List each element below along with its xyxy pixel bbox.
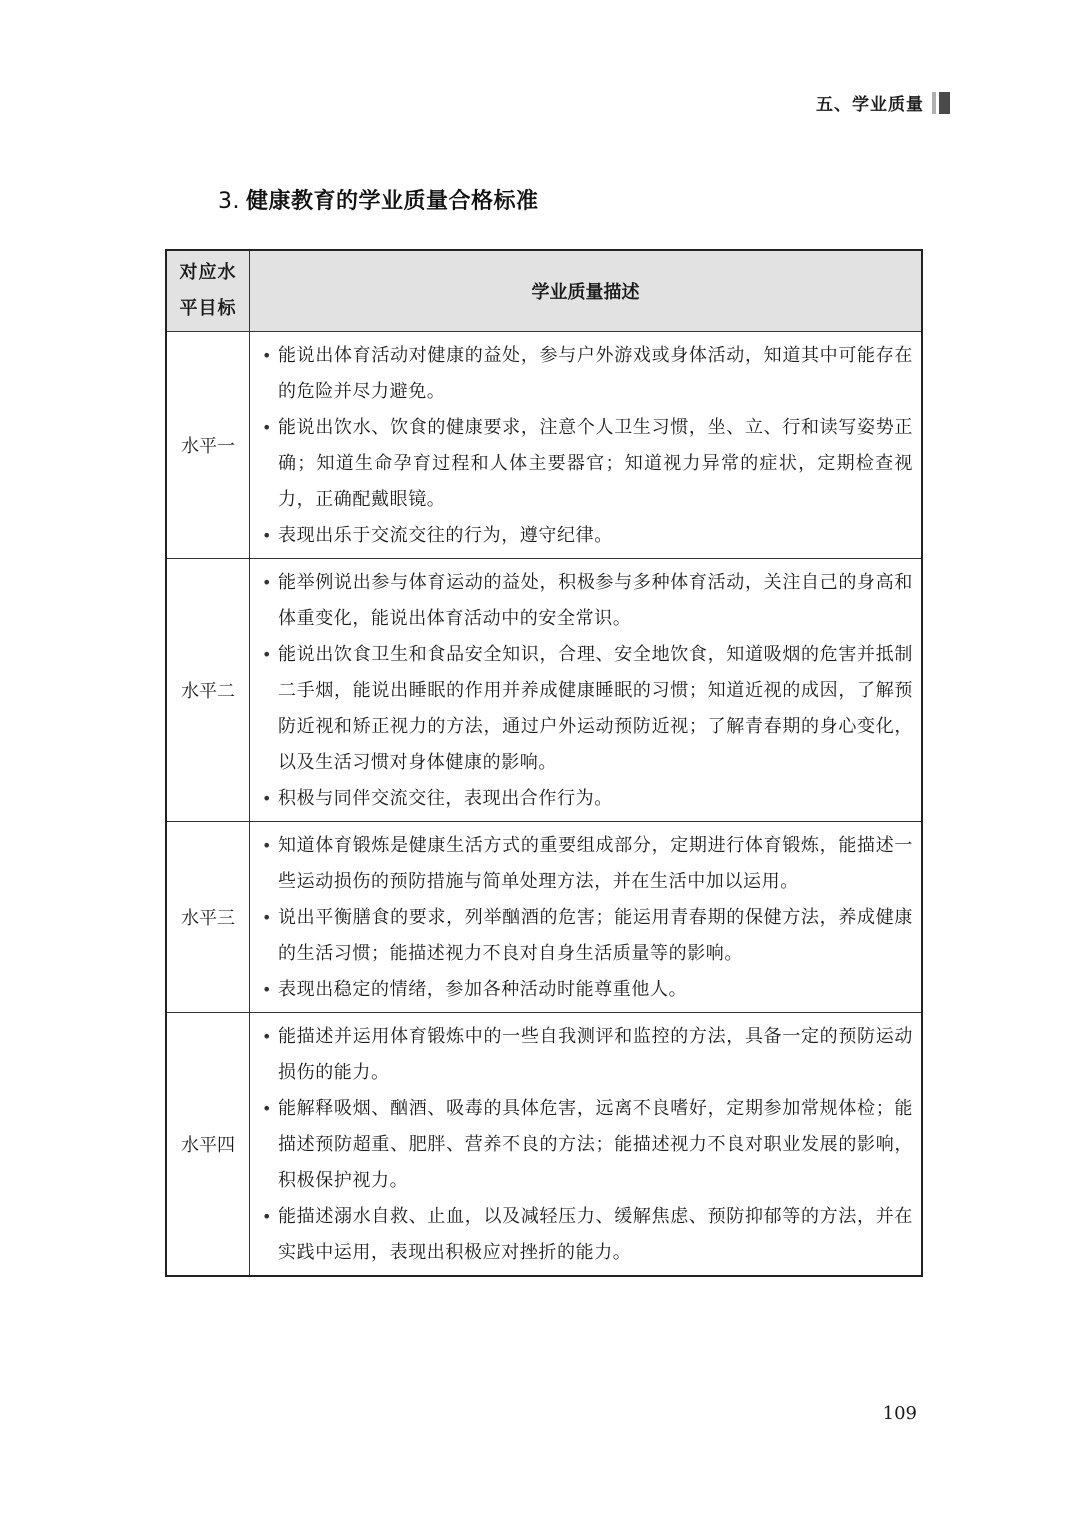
list-item: • 知道体育锻炼是健康生活方式的重要组成部分，定期进行体育锻炼，能描述一些运动损伤的预防措施与简单处理方法，并在生活中加以运用。	[262, 828, 913, 900]
list-item: • 能举例说出参与体育运动的益处，积极参与多种体育活动，关注自己的身高和体重变化，能说出体育活动中的安全常识。	[262, 565, 913, 637]
description-cell	[250, 559, 923, 822]
list-item: • 能描述溺水自救、止血，以及减轻压力、缓解焦虑、预防抑郁等的方法，并在实践中运用，表现出积极应对挫折的能力。	[262, 1199, 913, 1271]
level-cell: 水平四	[166, 1013, 250, 1277]
table-row	[166, 1013, 922, 1277]
bullet-list	[262, 828, 913, 1008]
list-item: • 能说出饮水、饮食的健康要求，注意个人卫生习惯，坐、立、行和读写姿势正确；知道生命孕育过程和人体主要器官；知道视力异常的症状，定期检查视力，正确配戴眼镜。	[262, 410, 913, 518]
level-cell: 水平三	[166, 822, 250, 1013]
page-number: 109	[882, 1403, 917, 1424]
list-item: • 能描述并运用体育锻炼中的一些自我测评和监控的方法，具备一定的预防运动损伤的能力。	[262, 1019, 913, 1091]
quality-standard-table	[165, 249, 923, 1277]
section-title	[218, 184, 539, 215]
column-header-level	[166, 250, 250, 332]
section-number: 3.	[218, 189, 240, 214]
column-header-description: 学业质量描述	[250, 250, 923, 332]
description-cell	[250, 332, 923, 559]
list-item: • 表现出乐于交流交往的行为，遵守纪律。	[262, 518, 913, 554]
column-header-level-line2: 平目标	[179, 298, 237, 319]
table-row	[166, 332, 922, 559]
level-cell: 水平二	[166, 559, 250, 822]
header-bar-thin	[932, 92, 936, 114]
list-item: • 能解释吸烟、酗酒、吸毒的具体危害，远离不良嗜好，定期参加常规体检；能描述预防超重、肥胖、营养不良的方法；能描述视力不良对职业发展的影响，积极保护视力。	[262, 1091, 913, 1199]
list-item: • 说出平衡膳食的要求，列举酗酒的危害；能运用青春期的保健方法，养成健康的生活习惯；能描述视力不良对自身生活质量等的影响。	[262, 900, 913, 972]
header-bar-thick	[939, 92, 950, 114]
list-item: • 能说出饮食卫生和食品安全知识，合理、安全地饮食，知道吸烟的危害并抵制二手烟，能说出睡眠的作用并养成健康睡眠的习惯；知道近视的成因，了解预防近视和矫正视力的方法，通过户外运动预防近视；了解青春期的身心变化，以及生活习惯对身体健康的影响。	[262, 637, 913, 781]
table-header-row	[166, 250, 922, 332]
header-bars-icon	[932, 91, 950, 115]
description-cell	[250, 1013, 923, 1277]
description-cell	[250, 822, 923, 1013]
table-row	[166, 822, 922, 1013]
chapter-title: 五、学业质量	[816, 95, 924, 115]
list-item: • 积极与同伴交流交往，表现出合作行为。	[262, 781, 913, 817]
list-item: • 能说出体育活动对健康的益处，参与户外游戏或身体活动，知道其中可能存在的危险并尽力避免。	[262, 338, 913, 410]
bullet-list	[262, 565, 913, 817]
list-item: • 表现出稳定的情绪，参加各种活动时能尊重他人。	[262, 972, 913, 1008]
column-header-level-line1: 对应水	[179, 262, 237, 283]
running-header	[816, 90, 950, 115]
table-row	[166, 559, 922, 822]
bullet-list	[262, 1019, 913, 1271]
level-cell: 水平一	[166, 332, 250, 559]
bullet-list	[262, 338, 913, 554]
section-title-text: 健康教育的学业质量合格标准	[246, 189, 539, 214]
